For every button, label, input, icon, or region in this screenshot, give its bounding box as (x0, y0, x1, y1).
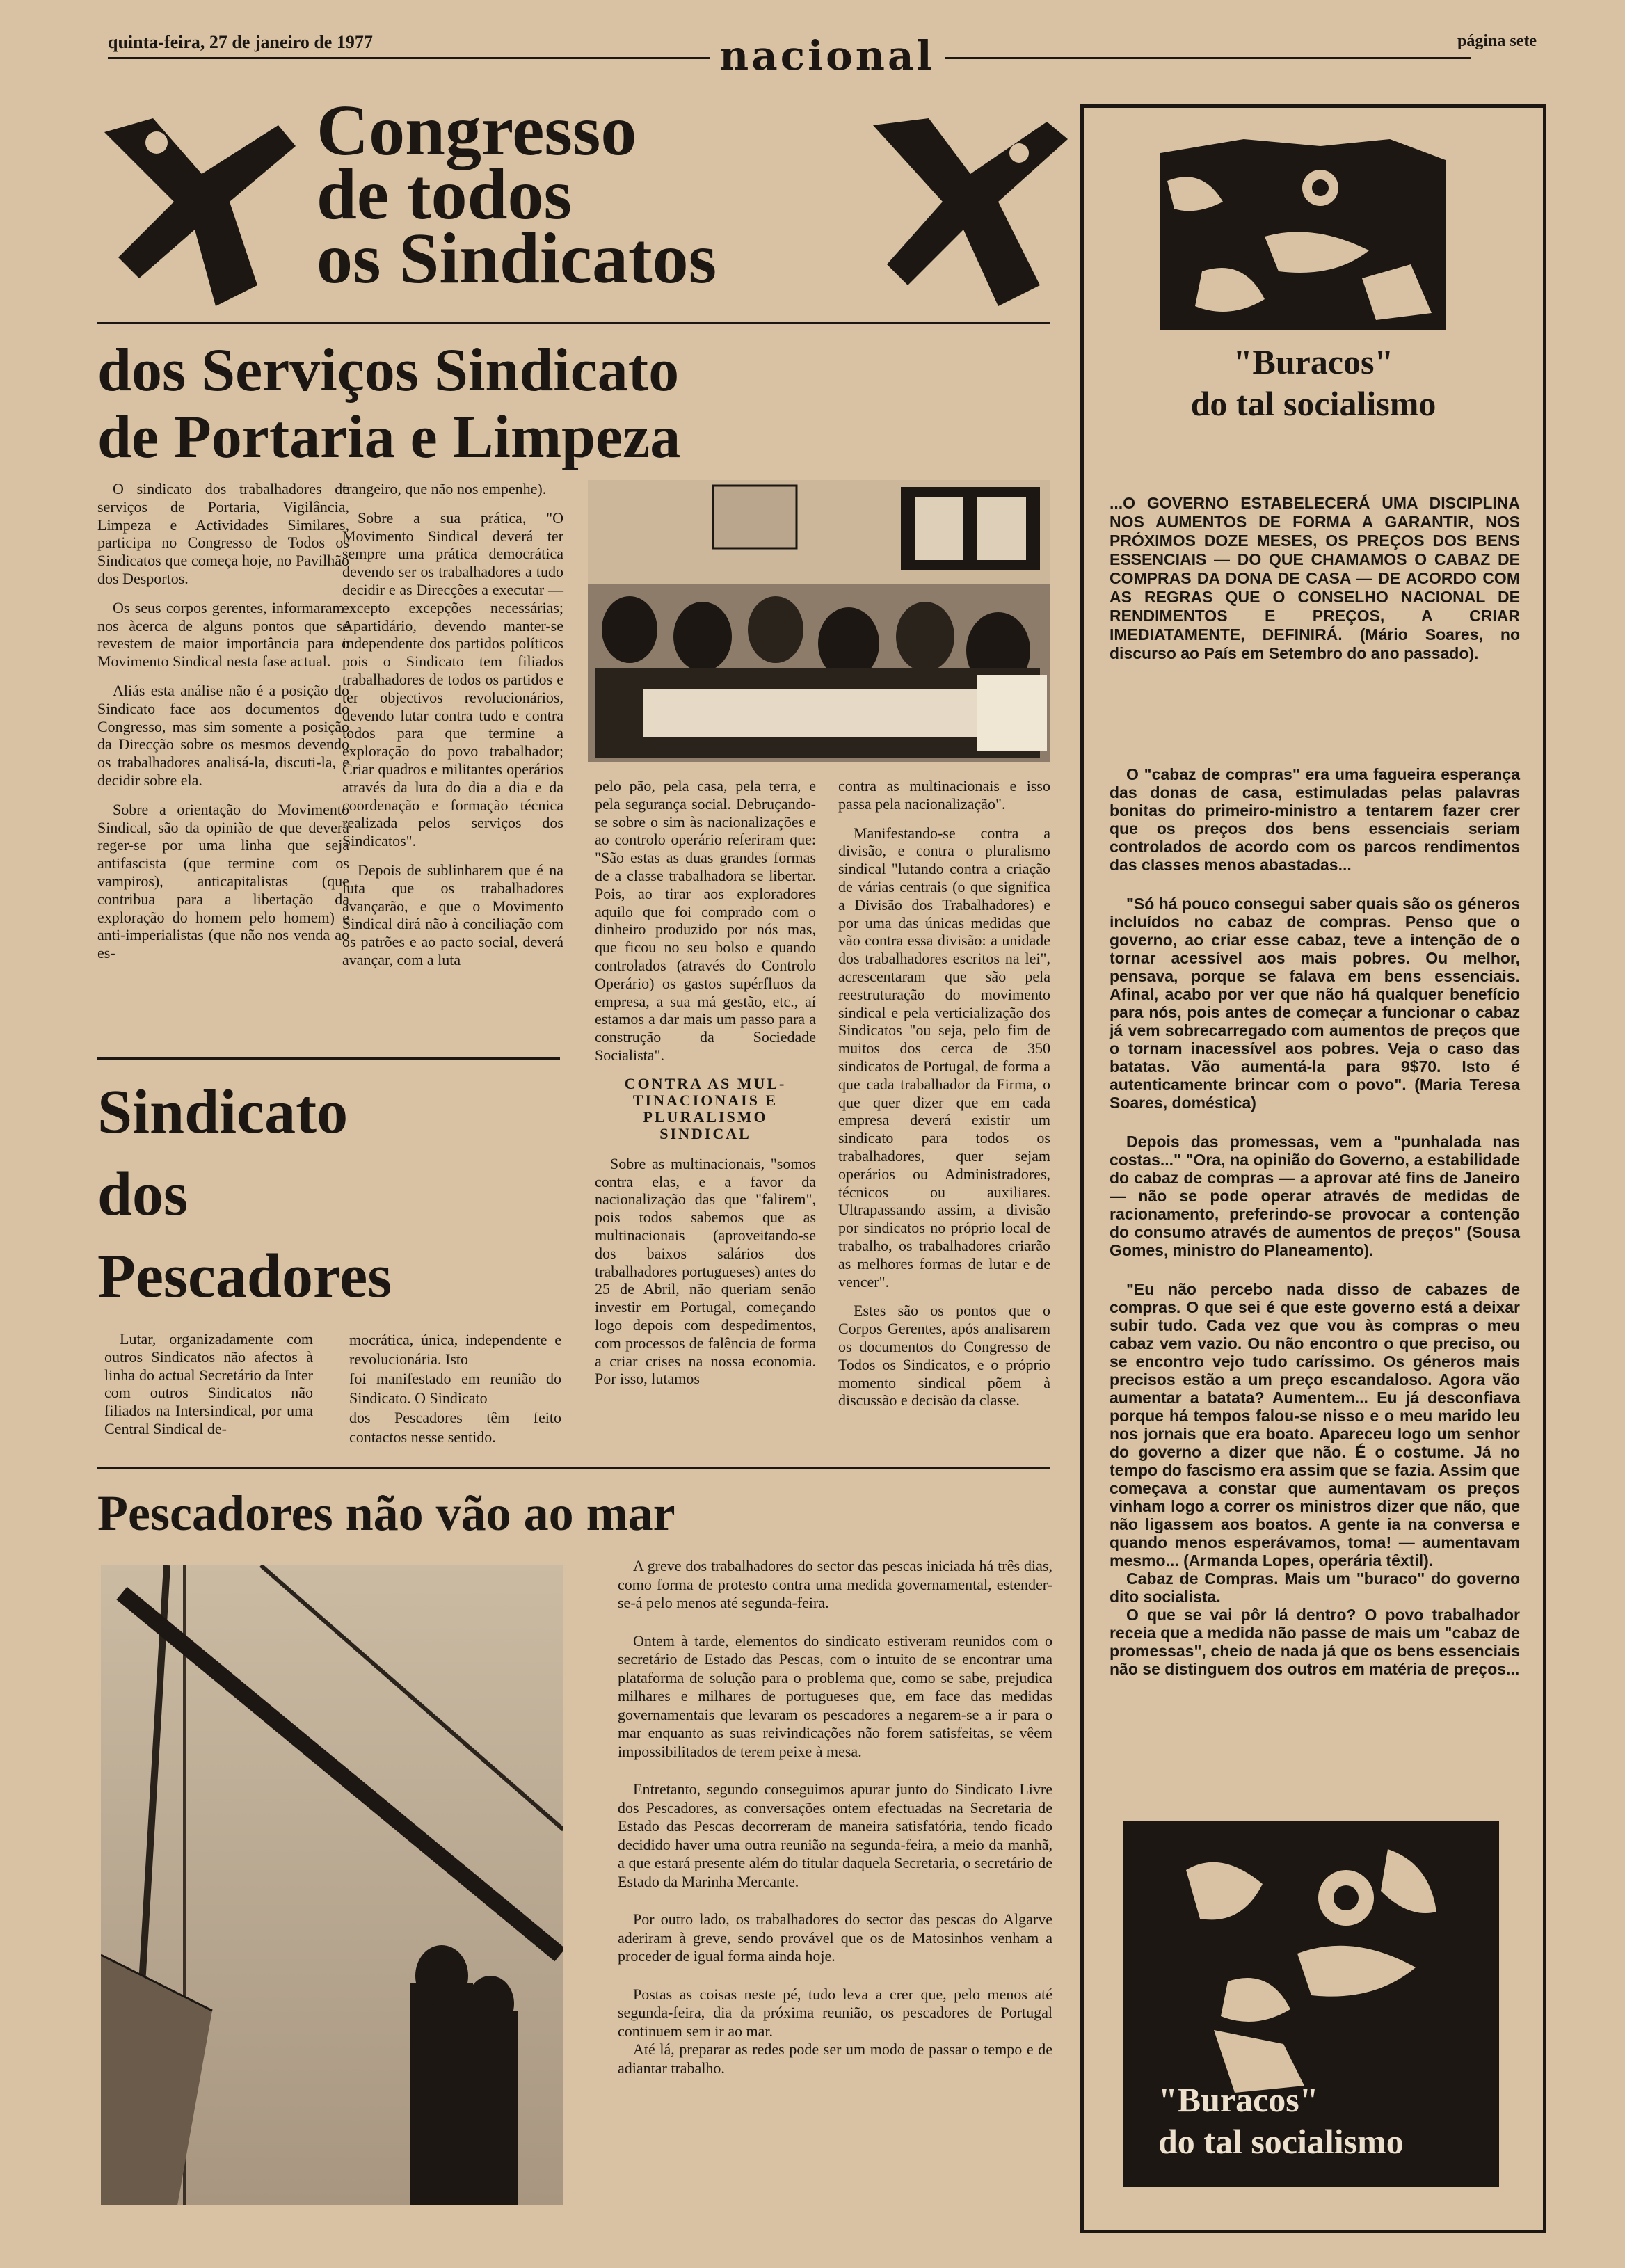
article1-headline-line1: dos Serviços Sindicato (97, 337, 680, 404)
article1-paragraph: Sobre as multinacionais, "somos contra elas, e a favor da nacionalização das que "falirem", pois todos sabemos que as multinacionais (aproveitando-se dos baixos salários dos trabalhadores portugueses) antes do 25 de Abril, não queriam senão investir em Portugal, começando logo depois com despedimentos, com processos de falência de forma a criar crises na nossa economia. Por isso, lutamos (595, 1154, 816, 1388)
sidebar-quote-attribution: (Mário Soares, no discurso ao País em Setembro do ano passado). (1110, 625, 1521, 662)
sidebar-paragraph: Cabaz de Compras. Mais um "buraco" do governo dito socialista. (1110, 1570, 1520, 1606)
article1-paragraph: Aliás esta análise não é a posição do Sindicato face aos documentos do Congresso, mas sim somente a posição da Direcção sobre os mesmos devendo os trabalhadores analisá-la, discuti-la, e decidir sobre ela. (97, 681, 349, 789)
headline-rule (97, 322, 1050, 324)
main-headline-line1: Congresso (317, 90, 637, 170)
article3-paragraph: Postas as coisas neste pé, tudo leva a crer que, pelo menos até segunda-feira, dia da próxima reunião, os pescadores de Portugal continuem sem ir ao mar. (618, 1985, 1052, 2040)
article1-paragraph: pelo pão, pela casa, pela terra, e pela segurança social. Debruçando-se sobre o sim às nacionalizações e ao controlo operário referiram que: "São estas as duas grandes formas de a classe trabalhadora se libertar. Pois, ao tirar aos exploradores aquilo que foi comprado com o dinheiro produzido por nós mas, que ficou no seu bolso e quando controlados (através do Controlo Operário) os gastos supérfluos da empresa, a sua má gestão, etc., aí estamos a dar mais um passo para a construção da Sociedade Socialista". (595, 777, 816, 1064)
article-divider (97, 1057, 560, 1060)
article3-paragraph: A greve dos trabalhadores do sector das pescas iniciada há três dias, como forma de protesto contra uma medida governamental, estender-se-á pelo menos até segunda-feira. (618, 1557, 1052, 1611)
page-number: página sete (1457, 32, 1537, 50)
article2-headline-line2: dos (97, 1160, 189, 1229)
article2-column-2 (349, 1330, 561, 1447)
fishermen-illustration (101, 1565, 563, 2205)
distorted-face-illustration (1160, 139, 1446, 330)
article3-paragraph: Até lá, preparar as redes pode ser um modo de passar o tempo e de adiantar trabalho. (618, 2041, 1052, 2077)
main-headline-line3: os Sindicatos (317, 218, 717, 298)
article3-paragraph: Por outro lado, os trabalhadores do sector das pescas do Algarve aderiram à greve, sendo provável que os de Matosinhos venham a proceder de igual forma ainda hoje. (618, 1910, 1052, 1965)
article2-paragraph: foi manifestado em reunião do Sindicato. O Sindicato (349, 1370, 561, 1407)
article1-subhead-line: PLURALISMO SINDICAL (643, 1108, 768, 1142)
union-emblem-right-icon (859, 111, 1075, 313)
fishermen-photo (101, 1565, 563, 2205)
sidebar-quote-text: ...O GOVERNO ESTABELECERÁ UMA DISCIPLINA NOS AUMENTOS DE FORMA A GARANTIR, NOS PRÓXIMOS DOZE MESES, OS PREÇOS DOS BENS ESSENCIAIS — DO QUE CHAMAMOS O CABAZ DE COMPRAS DA DONA DE CASA — DE ACORDO COM AS REGRAS QUE O CONSELHO NACIONAL DE RENDIMENTOS E PREÇOS, A CRIAR IMEDIATAMENTE, DEFINIRÁ. (1110, 494, 1520, 644)
article1-column-1 (97, 480, 349, 973)
article1-subhead (595, 1076, 816, 1142)
article1-column-3 (595, 777, 816, 1399)
article1-paragraph: Manifestando-se contra a divisão, e contra o pluralismo sindical "lutando contra a criação de várias centrais (o que significa a Divisão dos Trabalhadores) e por uma das únicas medidas que vão contra essa divisão: a unidade dos trabalhadores escritos na lei", acrescentaram que são pela reestruturação do movimento sindical e pela verticialização dos Sindicatos "ou seja, pelo fim de muitos dos cerca de 350 sindicatos de Portugal, de forma a que cada trabalhador da Firma, o que quer dizer que em cada empresa deverá existir um sindicato para todos os trabalhadores, quer sejam operários ou Administradores, técnicos ou auxiliares. Ultrapassando assim, a divisão por sindicatos no próprio local de trabalho, os trabalhadores criarão as melhores formas de lutar e de vencer". (838, 824, 1050, 1291)
article3-headline: Pescadores não vão ao mar (97, 1485, 675, 1541)
article1-paragraph: Depois de sublinharem que é na luta que os trabalhadores avançarão, e que o Movimento Sindical dirá não à conciliação com os patrões e ao pacto social, deverá avançar, com a luta (342, 861, 563, 968)
article1-paragraph: O sindicato dos trabalhadores de serviços de Portaria, Vigilância, Limpeza e Actividades Similares, participa no Congresso de Todos os Sindicatos que começa hoje, no Pavilhão dos Desportos. (97, 480, 349, 587)
article1-paragraph: Os seus corpos gerentes, informaram-nos àcerca de alguns pontos que se revestem de maior importância para o Movimento Sindical nesta fase actual. (97, 598, 349, 671)
union-meeting-illustration (588, 480, 1050, 762)
article1-paragraph: trangeiro, que não nos empenhe). (342, 480, 547, 497)
union-emblem-left-icon (97, 111, 303, 313)
article-divider (97, 1467, 1050, 1469)
section-kicker: nacional (710, 32, 945, 79)
sidebar-paragraph: "Só há pouco consegui saber quais são os géneros incluídos no cabaz de compras. Penso que o governo, ao criar esse cabaz, teve a intenção de o tornar acessível aos mais pobres. Ou melhor, pensava, porque se falava em bens essenciais. Afinal, acabo por ver que não há qualquer benefício para nós, pois antes de começar a funcionar o cabaz já vem sobrecarregado com aumentos de preços que o tornam inacessível aos pobres. Veja o caso das batatas. Vão aumentá-la para 9$70. Isto é autenticamente brincar com o povo". (Maria Teresa Soares, doméstica) (1110, 895, 1520, 1112)
poster-caption-line2: do tal socialismo (1158, 2122, 1404, 2161)
sidebar-paragraph: Depois das promessas, vem a "punhalada nas costas..." "Ora, na opinião do Governo, a estabilidade do cabaz de compras — a aprovar até fins de Janeiro — não se pode operar através de medidas de racionamento, preferindo-se provocar a contenção do consumo através de aumentos de preços" (Sousa Gomes, ministro do Planeamento). (1110, 1133, 1520, 1259)
main-headline (317, 90, 717, 298)
article1-column-2 (342, 480, 563, 980)
poster-caption-line1: "Buracos" (1158, 2080, 1319, 2119)
article1-paragraph: Estes são os pontos que o Corpos Gerentes, após analisarem os documentos do Congresso de Todos os Sindicatos, e o próprio momento sindical põem à discussão e decisão da classe. (838, 1302, 1050, 1409)
sidebar-paragraph: O que se vai pôr lá dentro? O povo trabalhador receia que a medida não passe de mais um "cabaz de promessas", cheio de nada já que os bens essenciais não se distinguem dos outros em matéria de preços... (1110, 1606, 1520, 1678)
sidebar-headline-line1: "Buracos" (1233, 342, 1394, 381)
poster-caption (1158, 2079, 1404, 2162)
article2-paragraph: Lutar, organizadamente com outros Sindicatos não afectos à linha do actual Secretário da Inter com outros Sindicatos não filiados na Intersindical, por uma Central Sindical de- (104, 1330, 313, 1437)
article1-headline (97, 337, 680, 471)
sidebar-face-illustration (1160, 139, 1446, 330)
article1-headline-line2: de Portaria e Limpeza (97, 404, 681, 471)
sidebar-headline-line2: do tal socialismo (1190, 384, 1436, 423)
union-meeting-photo (588, 480, 1050, 762)
article2-headline-line3: Pescadores (97, 1242, 392, 1311)
article2-paragraph: mocrática, única, independente e revolucionária. Isto (349, 1331, 561, 1368)
sidebar-paragraph: O "cabaz de compras" era uma fagueira esperança das donas de casa, estimuladas pelas palavras bonitas do primeiro-ministro a tentarem fazer crer que os preços dos bens essenciais seriam controlados de acordo com os parcos rendimentos das classes menos abastadas... (1110, 765, 1520, 874)
article1-paragraph: contra as multinacionais e isso passa pela nacionalização". (838, 777, 1050, 813)
article1-column-4 (838, 777, 1050, 1421)
article2-column-1 (104, 1330, 313, 1449)
sidebar-text (1110, 765, 1520, 1699)
article1-subhead-line: TINACIONAIS E (632, 1091, 778, 1109)
article2-paragraph: dos Pescadores têm feito contactos nesse sentido. (349, 1409, 561, 1446)
sidebar-quote (1110, 494, 1520, 663)
main-headline-line2: de todos (317, 154, 572, 234)
sidebar-headline (1080, 341, 1546, 424)
article3-paragraph: Ontem à tarde, elementos do sindicato estiveram reunidos com o secretário de Estado das Pescas, com o intuito de se encontrar uma plataforma de solução para o problema que, como se sabe, prejudica milhares e milhares de portugueses que, em face das medidas governamentais que levaram os pescadores a negarem-se a ir para o mar enquanto as suas reivindicações não forem satisfeitas, se vêem impossibilitados de terem peixe à mesa. (618, 1631, 1052, 1760)
article3-text (618, 1557, 1052, 2089)
sidebar-paragraph: "Eu não percebo nada disso de cabazes de compras. O que sei é que este governo está a deixar subir tudo. Cada vez que vou às compras o meu cabaz vem vazio. Ou não encontro o que preciso, ou se encontro vejo tudo caríssimo. Os géneros mais precisos estão a um preço escandaloso. Agora vão aumentar a batata? Aumentem... Eu já desconfiava porque há tempos falou-se nisso e o meu marido leu nos jornais que era boato. Apareceu logo um senhor do governo a dizer que não. É o costume. Já no tempo do fascismo era assim que se fazia. Assim que começava a constar que aumentavam os preços vinham logo a correr os ministros dizer que não, que não ligassem aos boatos. A gente ia na conversa e quando menos esperávamos, toma! — aumentavam mesmo... (Armanda Lopes, operária têxtil). (1110, 1280, 1520, 1570)
article1-subhead-line: CONTRA AS MUL- (624, 1074, 787, 1092)
article1-paragraph: Sobre a orientação do Movimento Sindical, são da opinião de que deverá reger-se por uma linha que seja antifascista (que termine com os vampiros), anticapitalistas (que contribua para a libertação da exploração do homem pelo homem) e anti-imperialistas (que não nos venda ao es- (97, 800, 349, 962)
article2-headline (97, 1071, 392, 1318)
article3-paragraph: Entretanto, segundo conseguimos apurar junto do Sindicato Livre dos Pescadores, as conversações ontem efectuadas na Secretaria de Estado das Pescas decorreram de maneira satisfatória, tendo ficado decidido haver uma outra reunião na segunda-feira, a meio da manhã, a que estará presente além do titular daquela Secretaria, o secretário de Estado da Marinha Mercante. (618, 1780, 1052, 1890)
article2-headline-line1: Sindicato (97, 1078, 349, 1147)
sidebar-poster (1123, 1821, 1499, 2187)
issue-date: quinta-feira, 27 de janeiro de 1977 (108, 32, 373, 52)
article1-paragraph: Sobre a sua prática, "O Movimento Sindical deverá ter sempre uma prática democrática devendo ser os trabalhadores a tudo decidir e as Direcções a executar — excepto excepções necessárias; Apartidário, devendo manter-se independente dos partidos políticos pois o Sindicato tem filiados trabalhadores de todos os partidos e ter objectivos revolucionários, devendo lutar contra tudo e contra todos para que termine a exploração do povo trabalhador; Criar quadros e militantes operários através da luta do dia a dia e da coordenação e formação técnica realizada pelos serviços dos Sindicatos". (342, 509, 563, 850)
